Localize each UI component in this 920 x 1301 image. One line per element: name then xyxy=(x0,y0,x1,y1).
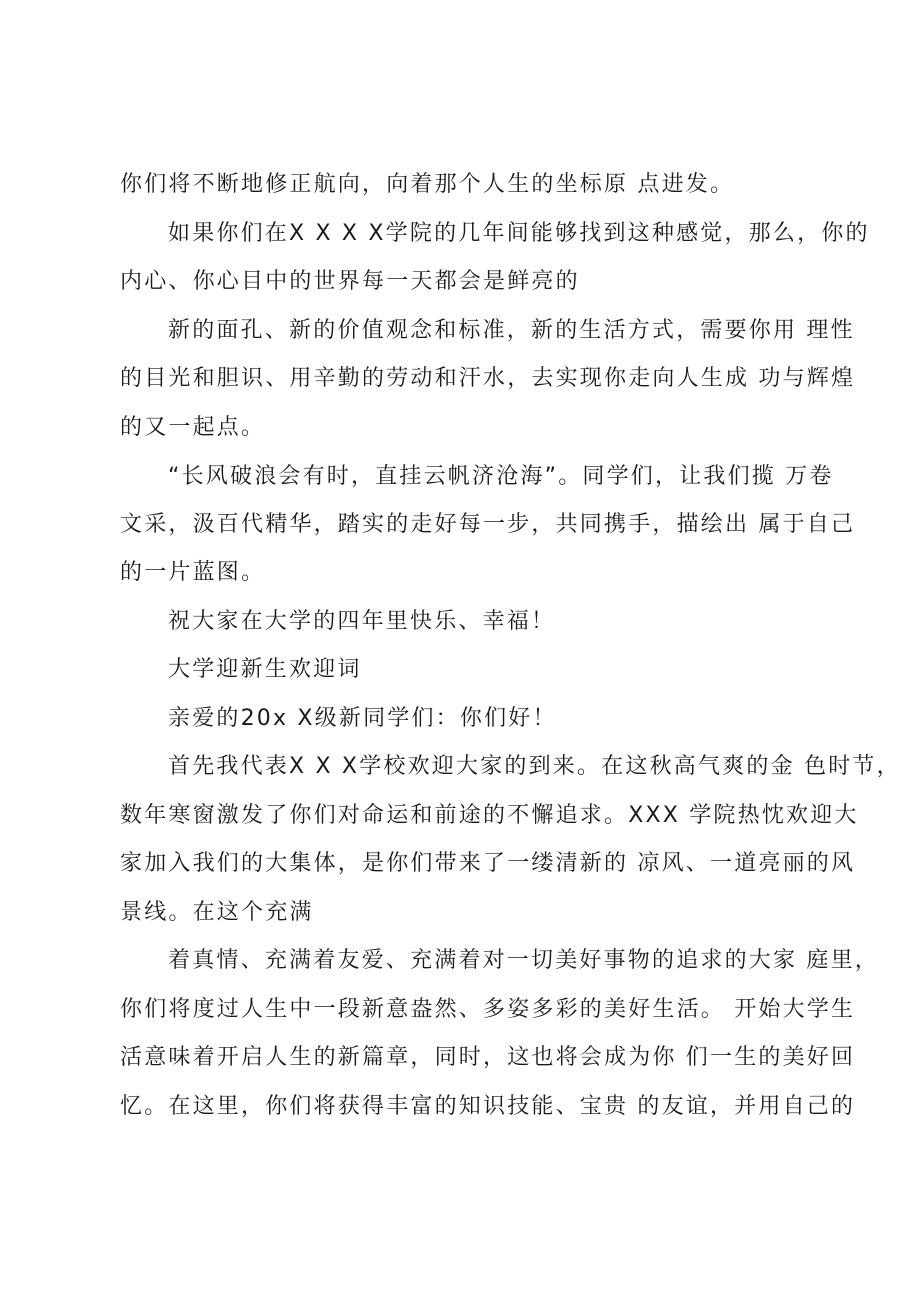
text-line: 的一片蓝图。 xyxy=(120,560,266,585)
text-line: 祝大家在大学的四年里快乐、幸福！ xyxy=(168,609,556,634)
text-line: 的又一起点。 xyxy=(120,415,266,440)
text-line: 数年寒窗激发了你们对命运和前途的不懈追求。XXX 学院热忱欢迎大 xyxy=(120,803,859,828)
text-line: 如果你们在X X X X学院的几年间能够找到这种感觉，那么，你的 xyxy=(168,221,870,246)
text-line: 你们将不断地修正航向，向着那个人生的坐标原 点进发。 xyxy=(120,172,735,197)
text-line: 活意味着开启人生的新篇章，同时，这也将会成为你 们一生的美好回 xyxy=(120,1045,856,1070)
text-line: 的目光和胆识、用辛勤的劳动和汗水，去实现你走向人生成 功与辉煌 xyxy=(120,366,856,391)
section-title: 大学迎新生欢迎词 xyxy=(168,657,362,682)
salutation: 亲爱的20x X级新同学们：你们好！ xyxy=(168,706,557,731)
text-line: 新的面孔、新的价值观念和标准，新的生活方式，需要你用 理性 xyxy=(168,318,855,343)
text-line: 着真情、充满着友爱、充满着对一切美好事物的追求的大家 庭里， xyxy=(168,948,879,973)
text-line: 你们将度过人生中一段新意盎然、多姿多彩的美好生活。 开始大学生 xyxy=(120,997,856,1022)
text-line: 忆。在这里，你们将获得丰富的知识技能、宝贵 的友谊，并用自己的 xyxy=(120,1094,856,1119)
text-line: 文采，汲百代精华，踏实的走好每一步，共同携手，描绘出 属于自己 xyxy=(120,512,856,537)
text-line: 景线。在这个充满 xyxy=(120,900,314,925)
text-line: 内心、你心目中的世界每一天都会是鲜亮的 xyxy=(120,269,580,294)
text-line: 家加入我们的大集体，是你们带来了一缕清新的 凉风、一道亮丽的风 xyxy=(120,851,856,876)
text-line: 首先我代表X X X学校欢迎大家的到来。在这秋高气爽的金 色时节， xyxy=(168,754,901,779)
text-line: “长风破浪会有时，直挂云帆济沧海”。同学们，让我们揽 万卷 xyxy=(168,464,834,489)
